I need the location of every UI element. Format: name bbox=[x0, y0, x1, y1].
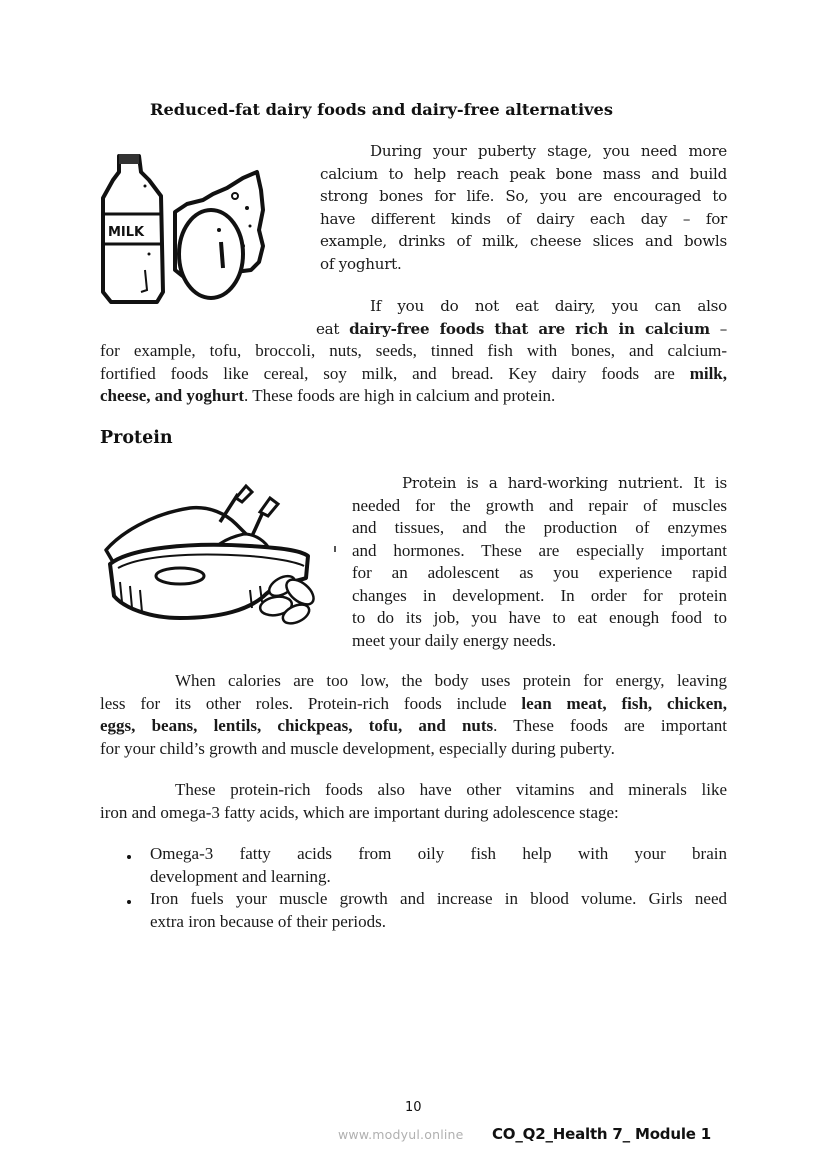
dairy-para2-line: for example, tofu, broccoli, nuts, seeds, tinned fish with bones, and calcium- bbox=[100, 341, 727, 360]
bold-text-run: eggs, beans, lentils, chickpeas, tofu, and nuts bbox=[100, 716, 494, 735]
dairy-para2-line bbox=[100, 363, 727, 386]
protein-para3-line: iron and omega-3 fatty acids, which are important during adolescence stage: bbox=[100, 802, 619, 822]
text-run: fortified foods like cereal, soy milk, and bread. Key dairy foods are bbox=[100, 363, 690, 383]
milk-label: MILK bbox=[108, 225, 145, 240]
dairy-para2-line bbox=[100, 385, 555, 408]
stray-mark bbox=[334, 546, 336, 552]
protein-para1-line: and hormones. These are especially important bbox=[352, 540, 727, 560]
protein-para2-line bbox=[100, 693, 727, 716]
dairy-para1-line: have different kinds of dairy each day – for bbox=[320, 209, 727, 228]
protein-para2-line: When calories are too low, the body uses protein for energy, leaving bbox=[175, 671, 727, 690]
bold-text-run: lean meat, fish, chicken, bbox=[521, 693, 727, 713]
dairy-para1-line: example, drinks of milk, cheese slices and bowls bbox=[320, 232, 727, 250]
protein-para1-line: Protein is a hard-working nutrient. It is bbox=[402, 474, 727, 492]
protein-para1-line: meet your daily energy needs. bbox=[352, 630, 557, 650]
page-number: 10 bbox=[405, 1100, 422, 1115]
dairy-para1-line: of yoghurt. bbox=[320, 254, 402, 273]
protein-para1-line: changes in development. In order for protein bbox=[352, 585, 727, 605]
chicken-meat-nuts-illustration bbox=[100, 478, 330, 638]
bullet-icon bbox=[127, 855, 131, 859]
protein-para1-line: to do its job, you have to eat enough food to bbox=[352, 608, 727, 627]
protein-section-title: Protein bbox=[100, 428, 173, 448]
module-label: CO_Q2_Health 7_ Module 1 bbox=[492, 1125, 711, 1143]
dairy-para1-line: calcium to help reach peak bone mass and build bbox=[320, 164, 727, 183]
bullet-icon bbox=[127, 900, 131, 904]
protein-para1-line: needed for the growth and repair of muscles bbox=[352, 495, 727, 515]
milk-cheese-egg-illustration bbox=[95, 150, 270, 310]
dairy-para1-line: During your puberty stage, you need more bbox=[370, 142, 727, 160]
protein-para2-line bbox=[100, 715, 727, 738]
bold-text-run: cheese, and yoghurt bbox=[100, 386, 245, 405]
dairy-para2-line: If you do not eat dairy, you can also bbox=[370, 297, 727, 315]
text-run: less for its other roles. Protein-rich foods include bbox=[100, 693, 522, 713]
text-run: . These foods are important bbox=[493, 716, 727, 735]
bold-text-run: milk, bbox=[689, 363, 727, 383]
bullet-item-line: development and learning. bbox=[150, 866, 331, 886]
bullet-item-line: Iron fuels your muscle growth and increase in blood volume. Girls need bbox=[150, 889, 727, 908]
bullet-item-line: Omega-3 fatty acids from oily fish help with your brain bbox=[150, 844, 727, 863]
dairy-section-title: Reduced-fat dairy foods and dairy-free alternatives bbox=[150, 100, 613, 119]
text-run: – bbox=[709, 319, 727, 338]
bullet-item-line: extra iron because of their periods. bbox=[150, 911, 387, 931]
protein-para2-line: for your child’s growth and muscle development, especially during puberty. bbox=[100, 738, 615, 758]
dairy-para2-line bbox=[316, 318, 727, 341]
website-watermark: www.modyul.online bbox=[338, 1127, 464, 1142]
protein-para1-line: and tissues, and the production of enzymes bbox=[352, 518, 727, 537]
text-run: eat bbox=[316, 319, 350, 338]
dairy-para1-line: strong bones for life. So, you are encouraged to bbox=[320, 187, 727, 205]
text-run: . These foods are high in calcium and protein. bbox=[244, 386, 556, 405]
protein-para3-line: These protein-rich foods also have other vitamins and minerals like bbox=[175, 780, 727, 799]
bold-text-run: dairy-free foods that are rich in calcium bbox=[349, 319, 710, 338]
protein-para1-line: for an adolescent as you experience rapid bbox=[352, 563, 727, 582]
